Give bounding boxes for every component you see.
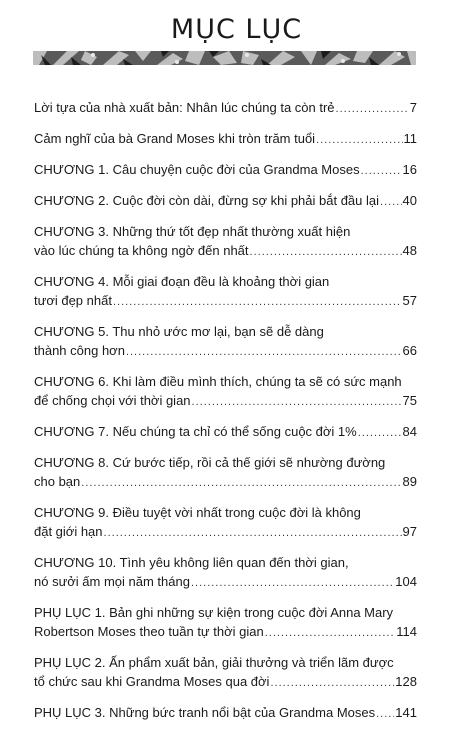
entry-title: PHỤ LỤC 3. Những bức tranh nổi bật của Grandma Moses bbox=[34, 705, 376, 720]
toc-entry[interactable] bbox=[34, 553, 417, 593]
page-number: 104 bbox=[395, 574, 417, 589]
dot-leader bbox=[113, 293, 402, 312]
entry-title: đặt giới hạn bbox=[34, 524, 103, 539]
dot-leader bbox=[126, 343, 402, 362]
page-number: 141 bbox=[395, 705, 417, 720]
entry-title: Lời tựa của nhà xuất bản: Nhân lúc chúng ta còn trẻ bbox=[34, 100, 335, 115]
page-title: MỤC LỤC bbox=[170, 14, 303, 45]
dot-leader bbox=[191, 574, 394, 593]
dot-leader bbox=[192, 393, 402, 412]
page-number: 48 bbox=[402, 243, 417, 258]
toc-entry[interactable] bbox=[34, 272, 417, 312]
page-number: 84 bbox=[402, 424, 417, 439]
entry-title-line: PHỤ LỤC 2. Ấn phẩm xuất bản, giải thưởng và triển lãm được bbox=[34, 655, 394, 670]
entry-title: cho bạn bbox=[34, 474, 81, 489]
page-number: 89 bbox=[402, 474, 417, 489]
toc-entry[interactable] bbox=[34, 653, 417, 693]
toc-entry[interactable] bbox=[34, 129, 417, 150]
entry-title-line: CHƯƠNG 5. Thu nhỏ ước mơ lại, bạn sẽ dễ dàng bbox=[34, 324, 324, 339]
toc-entry[interactable] bbox=[34, 422, 417, 443]
dot-leader bbox=[81, 474, 401, 493]
entry-title: CHƯƠNG 7. Nếu chúng ta chỉ có thể sống cuộc đời 1% bbox=[34, 424, 357, 439]
dot-leader bbox=[361, 162, 402, 181]
dot-leader bbox=[270, 674, 394, 693]
dot-leader bbox=[265, 624, 396, 643]
page-number: 66 bbox=[402, 343, 417, 358]
toc-entry[interactable] bbox=[34, 191, 417, 212]
toc-entry[interactable] bbox=[34, 372, 417, 412]
page-number: 57 bbox=[402, 293, 417, 308]
toc-entry[interactable] bbox=[34, 503, 417, 543]
entry-title-line: CHƯƠNG 3. Những thứ tốt đẹp nhất thường xuất hiện bbox=[34, 224, 351, 239]
page-number: 128 bbox=[395, 674, 417, 689]
entry-title: CHƯƠNG 1. Câu chuyện cuộc đời của Grandma Moses bbox=[34, 162, 360, 177]
toc-entry[interactable] bbox=[34, 703, 417, 724]
entry-title: tươi đẹp nhất bbox=[34, 293, 112, 308]
page-number: 7 bbox=[409, 100, 417, 115]
entry-title-line: CHƯƠNG 4. Mỗi giai đoạn đều là khoảng thời gian bbox=[34, 274, 330, 289]
entry-title-line: CHƯƠNG 8. Cứ bước tiếp, rồi cả thế giới sẽ nhường đường bbox=[34, 455, 386, 470]
toc-entry[interactable] bbox=[34, 222, 417, 262]
dot-leader bbox=[250, 243, 402, 262]
entry-title-line: CHƯƠNG 10. Tình yêu không liên quan đến thời gian, bbox=[34, 555, 349, 570]
page-number: 97 bbox=[402, 524, 417, 539]
entry-title-line: CHƯƠNG 9. Điều tuyệt vời nhất trong cuộc đời là không bbox=[34, 505, 361, 520]
toc-entry[interactable] bbox=[34, 98, 417, 119]
entry-title-line: PHỤ LỤC 1. Bản ghi những sự kiện trong cuộc đời Anna Mary bbox=[34, 605, 394, 620]
entry-title: vào lúc chúng ta không ngờ đến nhất bbox=[34, 243, 249, 258]
dot-leader bbox=[316, 131, 402, 150]
page-number: 75 bbox=[402, 393, 417, 408]
entry-title: nó sưởi ấm mọi năm tháng bbox=[34, 574, 190, 589]
page-number: 16 bbox=[402, 162, 417, 177]
dot-leader bbox=[336, 100, 409, 119]
dot-leader bbox=[380, 193, 402, 212]
decorative-banner bbox=[33, 51, 416, 65]
entry-title-line: CHƯƠNG 6. Khi làm điều mình thích, chúng ta sẽ có sức mạnh bbox=[34, 374, 402, 389]
toc-entry[interactable] bbox=[34, 160, 417, 181]
entry-title: Cảm nghĩ của bà Grand Moses khi tròn trăm tuổi bbox=[34, 131, 316, 146]
page-number: 114 bbox=[396, 624, 417, 639]
page-number: 40 bbox=[402, 193, 417, 208]
toc-entry[interactable] bbox=[34, 453, 417, 493]
entry-title: để chống chọi với thời gian bbox=[34, 393, 191, 408]
dot-leader bbox=[104, 524, 402, 543]
dot-leader bbox=[358, 424, 402, 443]
toc-entry[interactable] bbox=[34, 322, 417, 362]
entry-title: thành công hơn bbox=[34, 343, 125, 358]
dot-leader bbox=[376, 705, 394, 724]
table-of-contents bbox=[34, 98, 417, 724]
page-number: 11 bbox=[403, 131, 417, 146]
entry-title: CHƯƠNG 2. Cuộc đời còn dài, đừng sợ khi phải bắt đầu lại bbox=[34, 193, 380, 208]
entry-title: tổ chức sau khi Grandma Moses qua đời bbox=[34, 674, 270, 689]
toc-entry[interactable] bbox=[34, 603, 417, 643]
entry-title: Robertson Moses theo tuần tự thời gian bbox=[34, 624, 264, 639]
